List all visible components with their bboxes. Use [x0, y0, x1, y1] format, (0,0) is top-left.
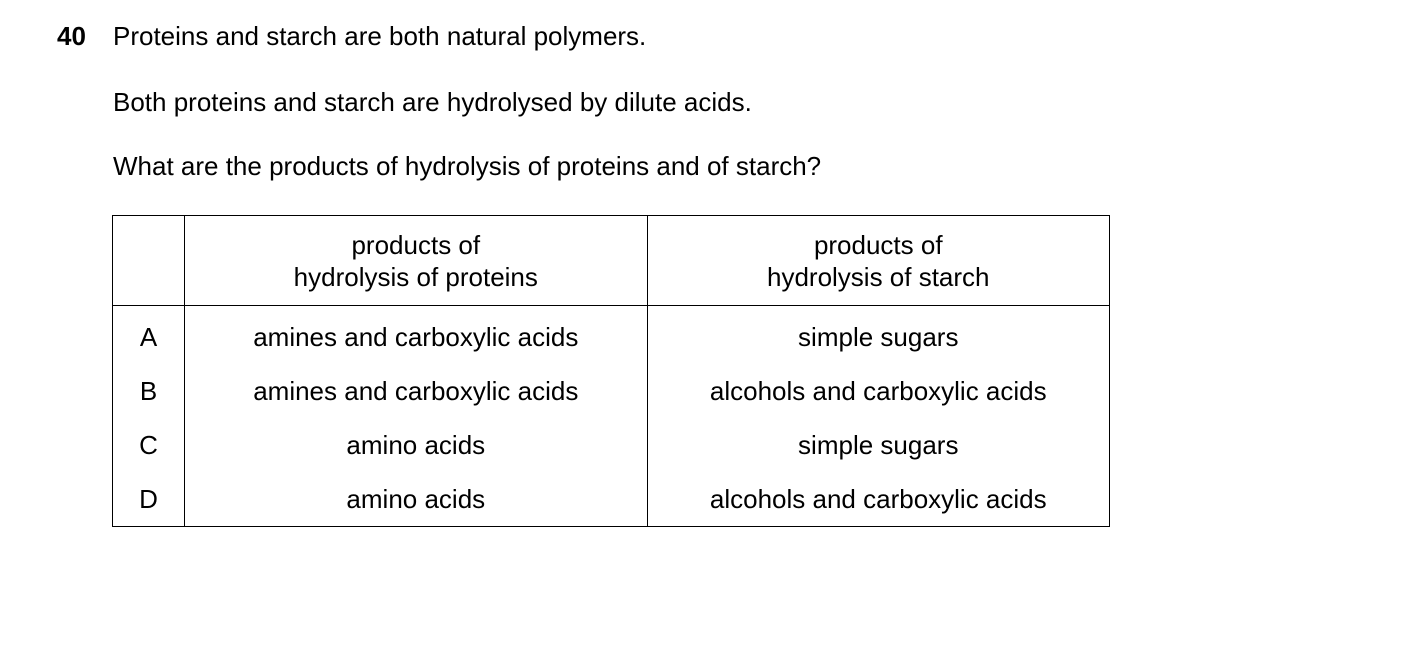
proteins-products-cell: amino acids: [185, 472, 647, 527]
header-proteins-line-1: products of: [351, 229, 481, 260]
question-stem-line-2: Both proteins and starch are hydrolysed by dilute acids.: [113, 87, 752, 117]
question-prompt: What are the products of hydrolysis of proteins and of starch?: [113, 151, 822, 181]
option-row-a[interactable]: [113, 306, 1110, 365]
header-starch-line-1: products of: [813, 229, 943, 260]
starch-products-cell: alcohols and carboxylic acids: [647, 472, 1109, 527]
proteins-products-cell: amino acids: [185, 418, 647, 472]
starch-products-cell: simple sugars: [647, 418, 1109, 472]
proteins-products-cell: amines and carboxylic acids: [185, 306, 647, 365]
question-stem-line-1: Proteins and starch are both natural polymers.: [113, 21, 647, 51]
table-header-row: [113, 216, 1110, 306]
header-proteins-line-2: hydrolysis of proteins: [293, 261, 538, 292]
starch-products-cell: alcohols and carboxylic acids: [647, 364, 1109, 418]
option-letter: A: [113, 306, 185, 365]
answer-options-table: [112, 215, 1110, 527]
option-row-b[interactable]: [113, 364, 1110, 418]
header-proteins-cell: [185, 216, 647, 306]
starch-products-cell: simple sugars: [647, 306, 1109, 365]
header-letter-cell: [113, 216, 185, 306]
option-row-c[interactable]: [113, 418, 1110, 472]
option-letter: D: [113, 472, 185, 527]
question-number: 40: [57, 21, 86, 51]
header-starch-line-2: hydrolysis of starch: [766, 261, 990, 292]
header-starch-cell: [647, 216, 1109, 306]
proteins-products-cell: amines and carboxylic acids: [185, 364, 647, 418]
option-letter: B: [113, 364, 185, 418]
option-row-d[interactable]: [113, 472, 1110, 527]
option-letter: C: [113, 418, 185, 472]
